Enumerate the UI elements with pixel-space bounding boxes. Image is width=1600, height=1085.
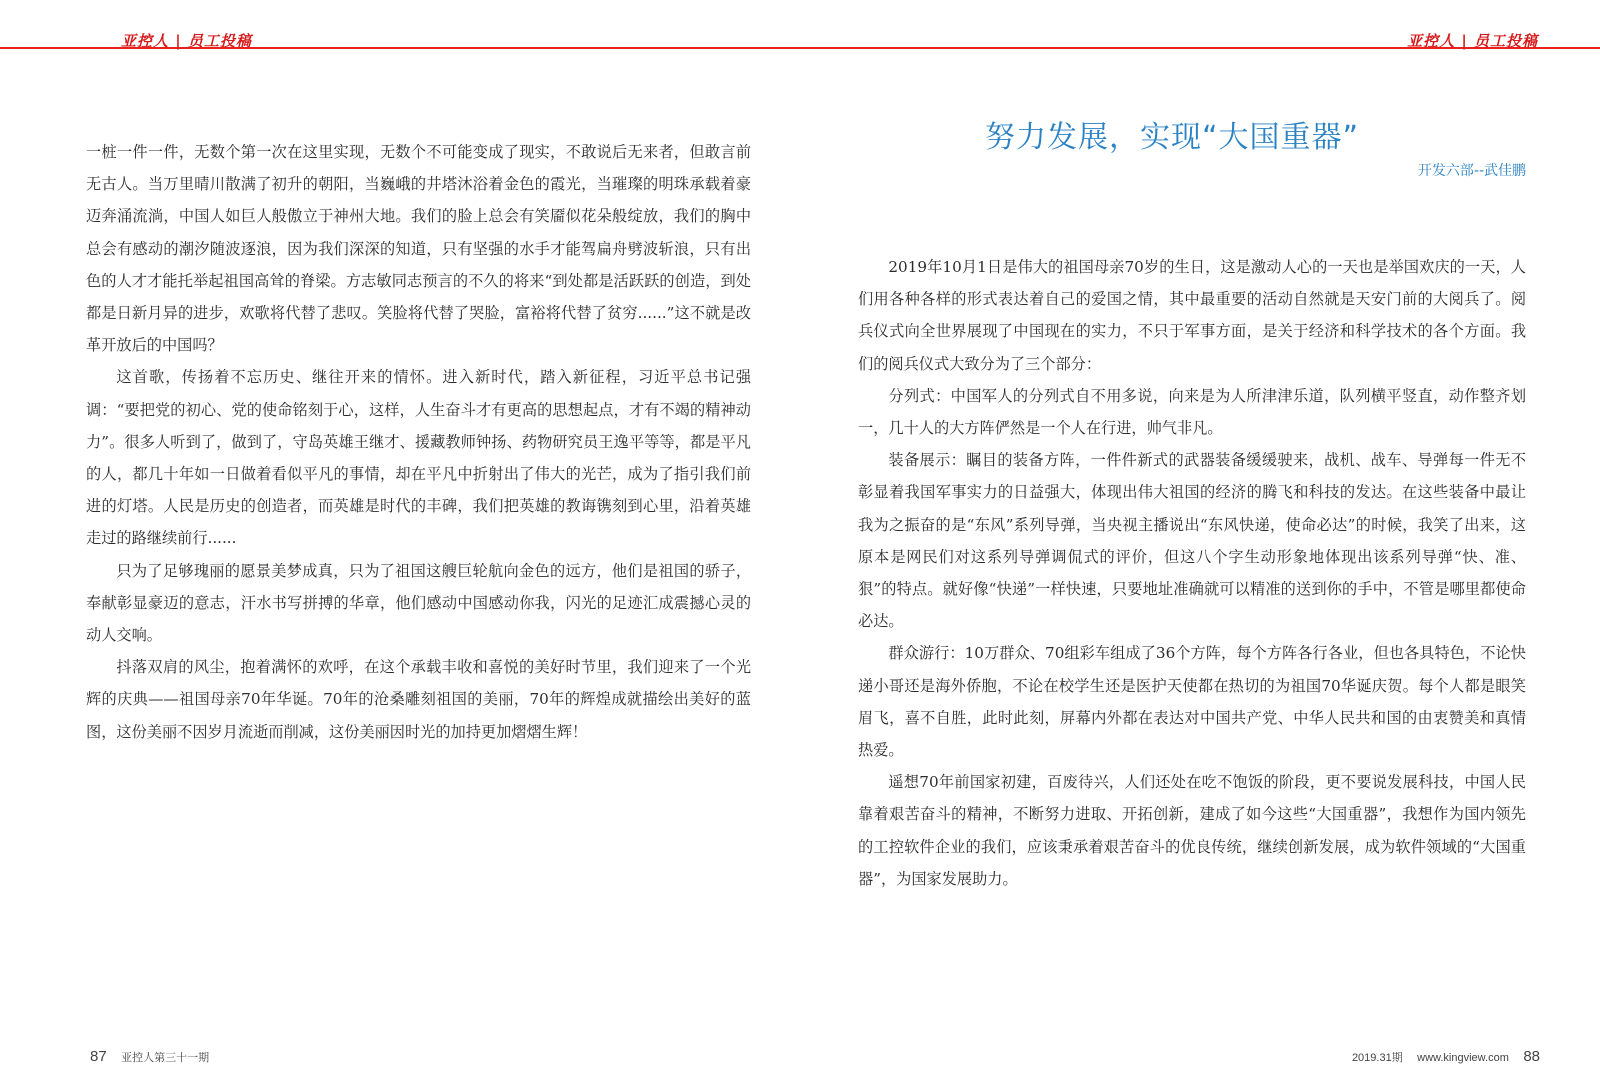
issue-date: 2019.31期 <box>1351 1052 1403 1064</box>
left-paragraph-2: 这首歌，传扬着不忘历史、继往开来的情怀。进入新时代，踏入新征程，习近平总书记强调：“要把党的初心、党的使命铭刻于心，这样，人生奋斗才有更高的思想起点，才有不竭的精神动力”。很多人听到了，做到了，守岛英雄王继才、援藏教师钟扬、药物研究员王逸平等等，都是平凡的人，都几十年如一日做着看似平凡的事情，却在平凡中折射出了伟大的光芒，成为了指引我们前进的灯塔。人民是历史的创造者，而英雄是时代的丰碑，我们把英雄的教诲镌刻到心里，沿着英雄走过的路继续前行...... <box>86 368 751 548</box>
right-article-body <box>858 251 1526 895</box>
right-paragraph-1: 2019年10月1日是伟大的祖国母亲70岁的生日，这是激动人心的一天也是举国欢庆的一天，人们用各种各样的形式表达着自己的爱国之情，其中最重要的活动自然就是天安门前的大阅兵了。阅兵仪式向全世界展现了中国现在的实力，不只于军事方面，是关于经济和科学技术的各个方面。我们的阅兵仪式大致分为了三个部分： <box>858 258 1526 373</box>
website-link[interactable]: www.kingview.com <box>1417 1052 1509 1064</box>
right-paragraph-4: 群众游行：10万群众、70组彩车组成了36个方阵，每个方阵各行各业，但也各具特色，不论快递小哥还是海外侨胞，不论在校学生还是医护天使都在热切的为祖国70华诞庆贺。每个人都是眼笑眉飞，喜不自胜，此时此刻，屏幕内外都在表达对中国共产党、中华人民共和国的由衷赞美和真情热爱。 <box>858 644 1526 760</box>
header-title-left: 亚控人 | 员工投稿 <box>121 32 252 50</box>
article-title: 努力发展，实现“大国重器” <box>985 120 1360 155</box>
left-paragraph-4: 抖落双肩的风尘，抱着满怀的欢呼，在这个承载丰收和喜悦的美好时节里，我们迎来了一个光辉的庆典——祖国母亲70年华诞。70年的沧桑雕刻祖国的美丽，70年的辉煌成就描绘出美好的蓝图，这份美丽不因岁月流逝而削减，这份美丽因时光的加持更加熠熠生辉！ <box>86 658 751 741</box>
page-number-right: 88 <box>1523 1048 1540 1065</box>
page-number-left: 87 <box>90 1048 107 1065</box>
right-paragraph-5: 遥想70年前国家初建，百废待兴，人们还处在吃不饱饭的阶段，更不要说发展科技，中国人民靠着艰苦奋斗的精神，不断努力进取、开拓创新，建成了如今这些“大国重器”，我想作为国内领先的工控软件企业的我们，应该秉承着艰苦奋斗的优良传统，继续创新发展，成为软件领域的“大国重器”，为国家发展助力。 <box>858 773 1526 888</box>
right-paragraph-2: 分列式：中国军人的分列式自不用多说，向来是为人所津津乐道，队列横平竖直，动作整齐划一，几十人的大方阵俨然是一个人在行进，帅气非凡。 <box>858 386 1526 438</box>
left-paragraph-3: 只为了足够瑰丽的愿景美梦成真，只为了祖国这艘巨轮航向金色的远方，他们是祖国的骄子，奉献彰显豪迈的意志，汗水书写拼搏的华章，他们感动中国感动你我，闪光的足迹汇成震撼心灵的动人交响。 <box>86 561 751 645</box>
header-title-right: 亚控人 | 员工投稿 <box>1407 32 1538 50</box>
footer-right <box>1352 1048 1540 1066</box>
left-paragraph-1: 一桩一件一件，无数个第一次在这里实现，无数个不可能变成了现实，不敢说后无来者，但敢言前无古人。当万里晴川散满了初升的朝阳，当巍峨的井塔沐浴着金色的霞光，当璀璨的明珠承载着豪迈奔涌流淌，中国人如巨人般傲立于神州大地。我们的脸上总会有笑靥似花朵般绽放，我们的胸中总会有感动的潮汐随波逐浪，因为我们深深的知道，只有坚强的水手才能驾扁舟劈波斩浪，只有出色的人才才能托举起祖国高耸的脊梁。方志敏同志预言的不久的将来“到处都是活跃跃的创造，到处都是日新月异的进步，欢歌将代替了悲叹。笑脸将代替了哭脸，富裕将代替了贫穷......”这不就是改革开放后的中国吗？ <box>86 143 751 355</box>
article-author: 开发六部--武佳鹏 <box>1417 163 1526 179</box>
footer-left <box>90 1048 209 1066</box>
issue-label: 亚控人第三十一期 <box>121 1052 210 1064</box>
right-paragraph-3: 装备展示：瞩目的装备方阵，一件件新式的武器装备缓缓驶来，战机、战车、导弹每一件无不彰显着我国军事实力的日益强大，体现出伟大祖国的经济的腾飞和科技的发达。在这些装备中最让我为之振奋的是“东风”系列导弹，当央视主播说出“东风快递，使命必达”的时候，我笑了出来，这原本是网民们对这系列导弹调侃式的评价，但这八个字生动形象地体现出该系列导弹“快、准、狠”的特点。就好像“快递”一样快速，只要地址准确就可以精准的送到你的手中，不管是哪里都使命必达。 <box>858 451 1526 631</box>
left-article-body <box>86 136 751 748</box>
